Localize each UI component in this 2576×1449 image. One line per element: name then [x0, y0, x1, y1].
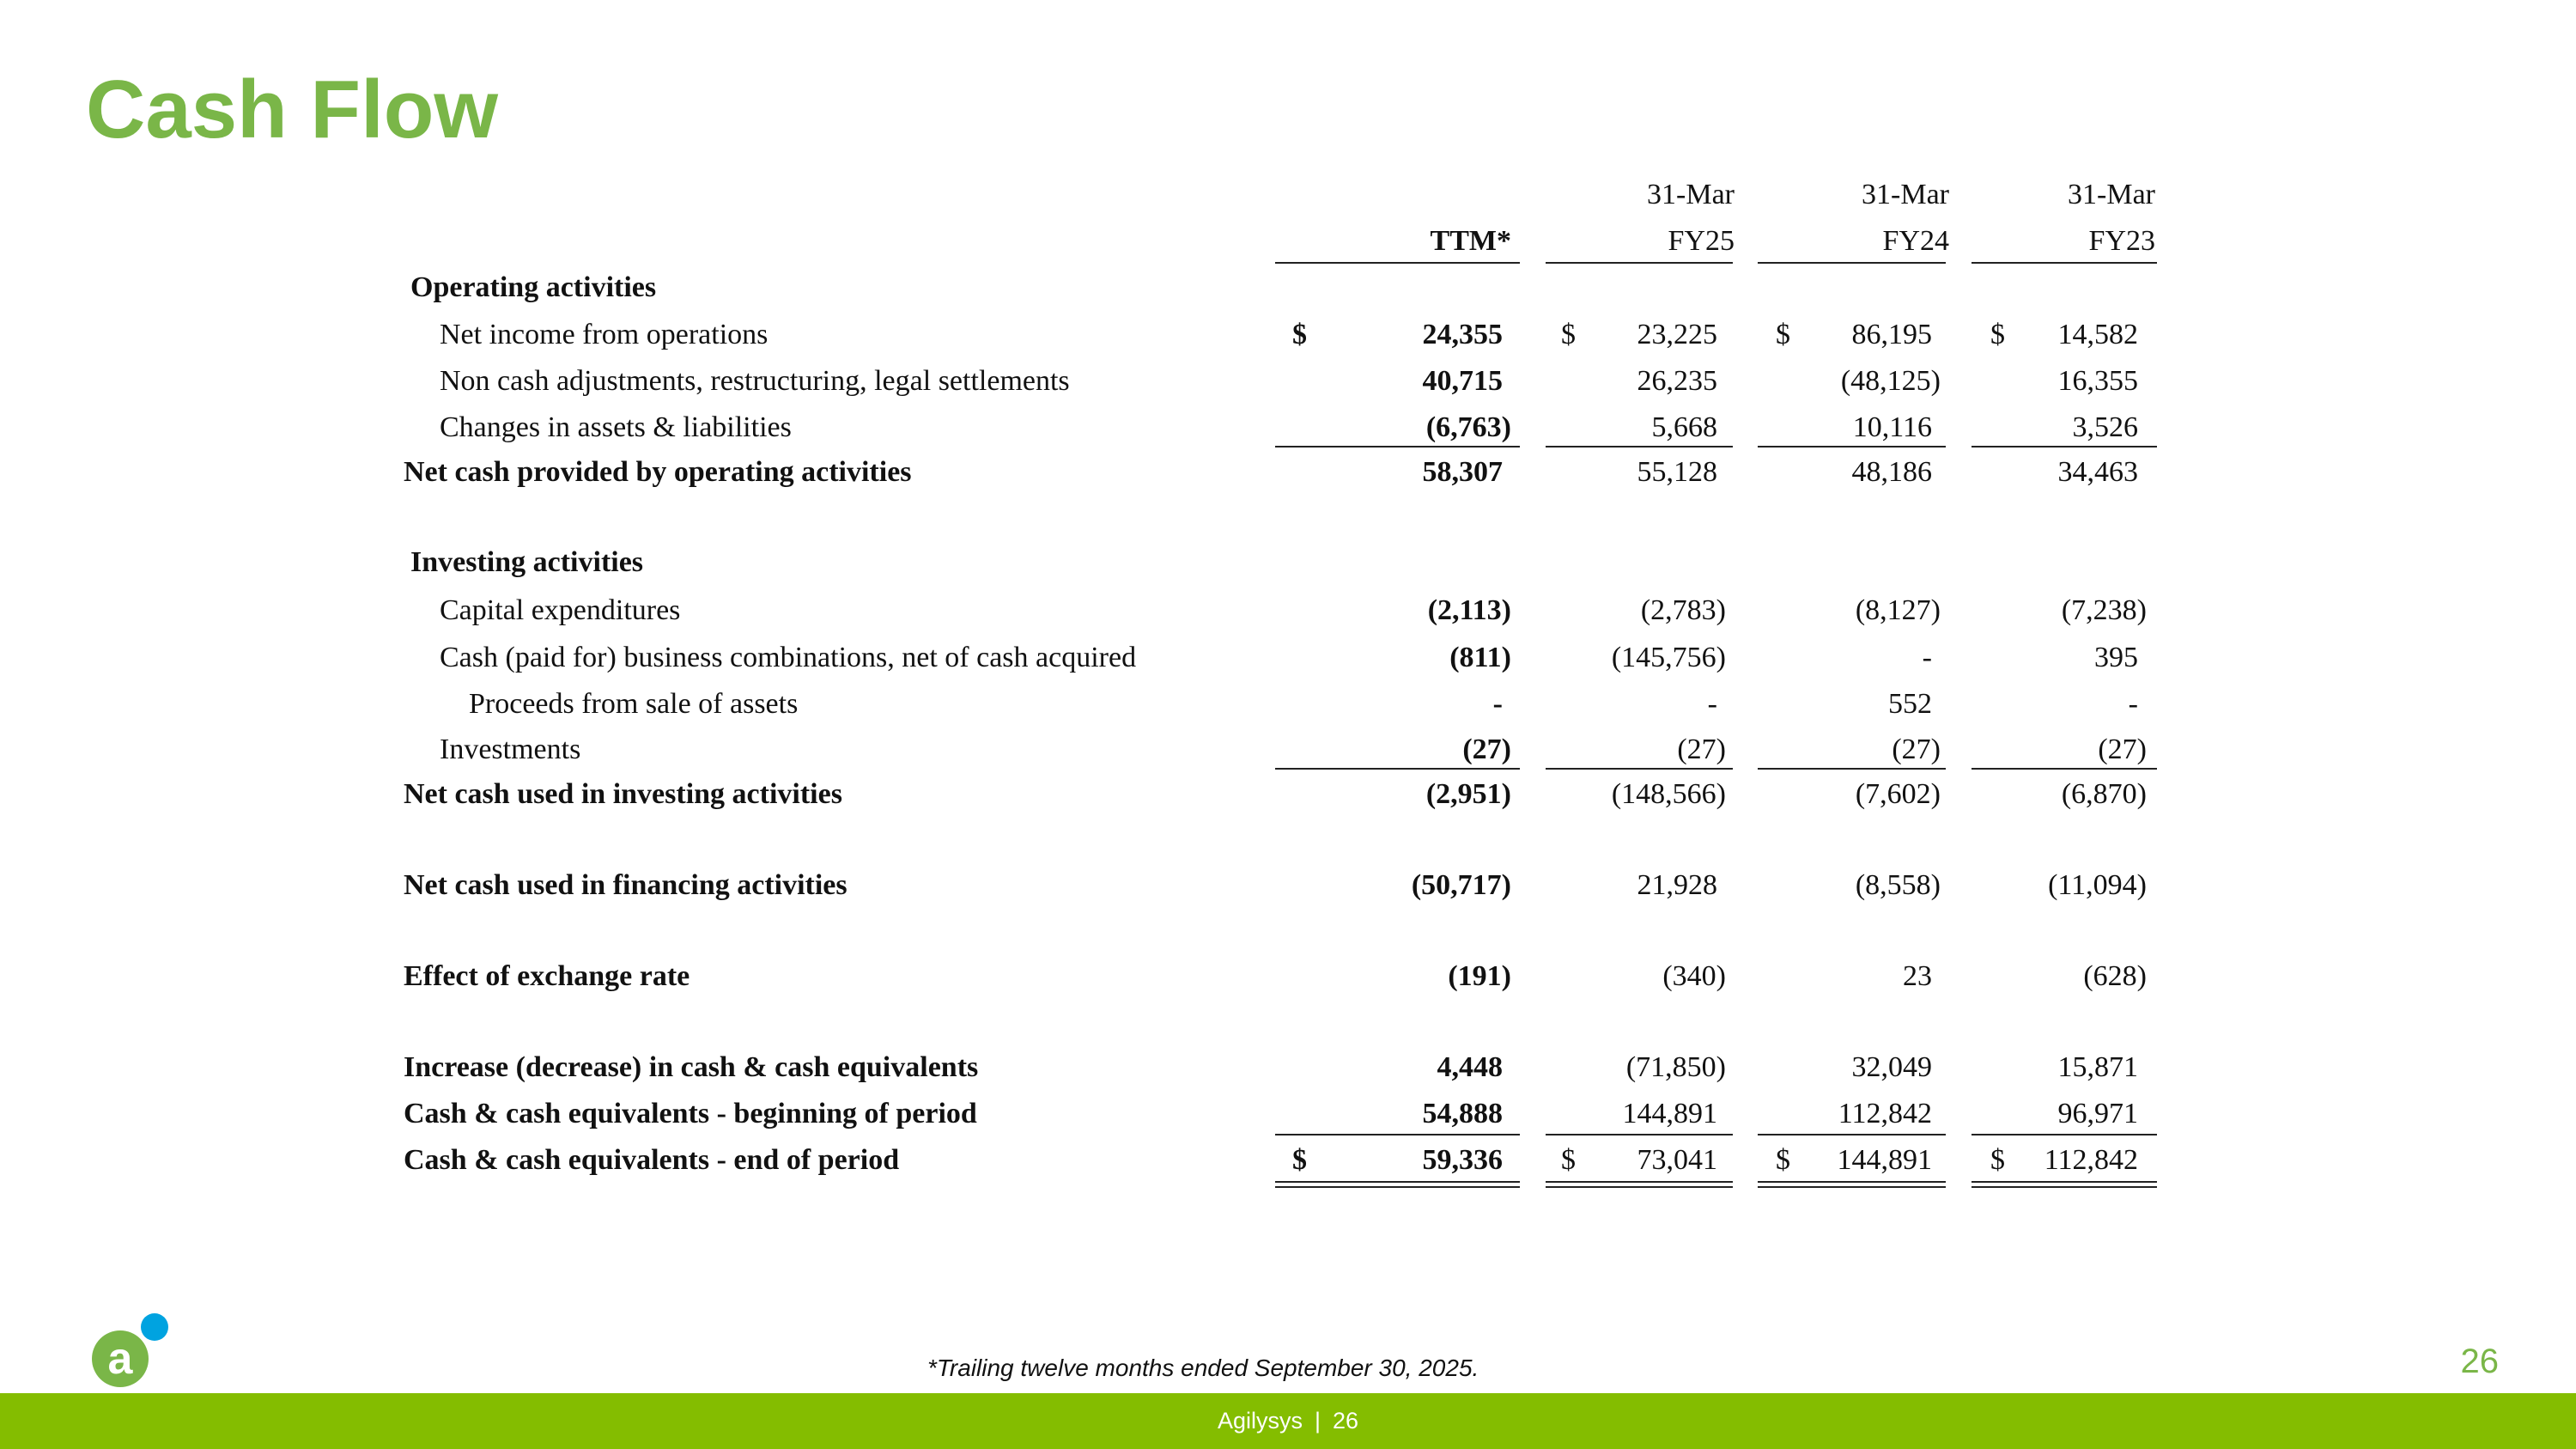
column-header-date: 31-Mar — [1647, 179, 1735, 210]
row-label: Investments — [440, 734, 581, 765]
table-cell: 395 — [2094, 642, 2138, 673]
table-cell: (628) — [2083, 960, 2147, 992]
subtotal-rule — [1275, 1134, 1520, 1135]
double-underline — [1971, 1186, 2157, 1188]
page-number: 26 — [2460, 1342, 2499, 1380]
double-underline — [1758, 1181, 1946, 1183]
double-underline — [1971, 1181, 2157, 1183]
table-cell: (340) — [1662, 960, 1726, 992]
column-header-period: FY25 — [1668, 225, 1735, 257]
row-label: Net cash used in financing activities — [404, 869, 848, 901]
table-cell: - — [1922, 642, 1932, 673]
table-cell: (148,566) — [1611, 778, 1726, 810]
double-underline — [1546, 1186, 1733, 1188]
table-cell: (191) — [1448, 960, 1511, 992]
subtotal-rule — [1758, 446, 1946, 447]
table-cell: (11,094) — [2048, 869, 2147, 901]
table-cell: 34,463 — [2057, 456, 2138, 488]
table-cell: (27) — [1462, 734, 1511, 765]
row-label: Proceeds from sale of assets — [469, 688, 799, 720]
column-header-date: 31-Mar — [1862, 179, 1949, 210]
row-label: Changes in assets & liabilities — [440, 411, 792, 443]
subtotal-rule — [1971, 1134, 2157, 1135]
table-cell: 112,842 — [1838, 1098, 1932, 1129]
row-label: Increase (decrease) in cash & cash equivalents — [404, 1051, 979, 1083]
row-label: Capital expenditures — [440, 594, 681, 626]
column-header-period: FY23 — [2088, 225, 2155, 257]
table-cell: (27) — [2098, 734, 2147, 765]
subtotal-rule — [1758, 1134, 1946, 1135]
table-cell: 16,355 — [2057, 365, 2138, 397]
header-underline — [1971, 262, 2157, 264]
subtotal-rule — [1971, 446, 2157, 447]
currency-symbol: $ — [1776, 319, 1790, 350]
table-cell: 23,225 — [1637, 319, 1717, 350]
table-cell: 14,582 — [2057, 319, 2138, 350]
agilysys-logo-icon — [86, 1312, 172, 1389]
table-cell: 24,355 — [1422, 319, 1503, 350]
table-cell: (145,756) — [1611, 642, 1726, 673]
table-cell: (2,783) — [1640, 594, 1726, 626]
row-label: Cash (paid for) business combinations, net of cash acquired — [440, 642, 1137, 673]
footer-page: 26 — [1333, 1408, 1359, 1434]
table-cell: (2,113) — [1427, 594, 1511, 626]
table-cell: 112,842 — [2044, 1144, 2138, 1176]
footnote: *Trailing twelve months ended September 30, 2025. — [927, 1355, 1479, 1381]
table-cell: 3,526 — [2072, 411, 2138, 443]
row-label: Investing activities — [410, 546, 644, 578]
table-cell: (7,602) — [1855, 778, 1941, 810]
row-label: Cash & cash equivalents - end of period — [404, 1144, 900, 1176]
header-underline — [1758, 262, 1946, 264]
table-cell: (6,870) — [2061, 778, 2147, 810]
currency-symbol: $ — [1292, 1144, 1307, 1176]
subtotal-rule — [1275, 446, 1520, 447]
row-label: Operating activities — [410, 271, 657, 303]
subtotal-rule — [1546, 1134, 1733, 1135]
table-cell: (811) — [1449, 642, 1511, 673]
row-label: Net cash provided by operating activities — [404, 456, 912, 488]
table-cell: (7,238) — [2061, 594, 2147, 626]
double-underline — [1275, 1181, 1520, 1183]
table-cell: 59,336 — [1422, 1144, 1503, 1176]
subtotal-rule — [1971, 768, 2157, 770]
svg-text:a: a — [107, 1334, 133, 1384]
table-cell: (50,717) — [1411, 869, 1511, 901]
footer-separator: | — [1314, 1408, 1321, 1434]
footer-company: Agilysys — [1217, 1408, 1303, 1434]
table-cell: 48,186 — [1851, 456, 1932, 488]
table-cell: 26,235 — [1637, 365, 1717, 397]
table-cell: (48,125) — [1840, 365, 1941, 397]
table-cell: - — [1492, 688, 1503, 720]
row-label: Cash & cash equivalents - beginning of period — [404, 1098, 977, 1129]
subtotal-rule — [1758, 768, 1946, 770]
table-cell: 96,971 — [2057, 1098, 2138, 1129]
table-cell: 32,049 — [1851, 1051, 1932, 1083]
row-label: Net income from operations — [440, 319, 769, 350]
table-cell: (2,951) — [1425, 778, 1511, 810]
column-header-date: 31-Mar — [2068, 179, 2155, 210]
table-cell: 15,871 — [2057, 1051, 2138, 1083]
column-header-period: FY24 — [1882, 225, 1949, 257]
table-cell: 86,195 — [1851, 319, 1932, 350]
table-cell: (8,558) — [1855, 869, 1941, 901]
table-cell: 54,888 — [1422, 1098, 1503, 1129]
currency-symbol: $ — [1292, 319, 1307, 350]
table-cell: - — [2128, 688, 2138, 720]
header-underline — [1275, 262, 1520, 264]
table-cell: 40,715 — [1422, 365, 1503, 397]
header-underline — [1546, 262, 1733, 264]
table-cell: 58,307 — [1422, 456, 1503, 488]
currency-symbol: $ — [1561, 319, 1576, 350]
row-label: Effect of exchange rate — [404, 960, 690, 992]
table-cell: 4,448 — [1437, 1051, 1503, 1083]
table-cell: 5,668 — [1651, 411, 1717, 443]
table-cell: 73,041 — [1637, 1144, 1717, 1176]
page-title: Cash Flow — [86, 64, 499, 155]
currency-symbol: $ — [1776, 1144, 1790, 1176]
table-cell: 552 — [1888, 688, 1932, 720]
currency-symbol: $ — [1561, 1144, 1576, 1176]
currency-symbol: $ — [1990, 1144, 2005, 1176]
table-cell: 144,891 — [1622, 1098, 1717, 1129]
table-cell: (6,763) — [1425, 411, 1511, 443]
column-header-period: TTM* — [1430, 225, 1511, 257]
table-cell: (27) — [1892, 734, 1941, 765]
footer-bar — [0, 1393, 2576, 1449]
table-cell: 23 — [1903, 960, 1932, 992]
double-underline — [1546, 1181, 1733, 1183]
table-cell: 21,928 — [1637, 869, 1717, 901]
table-cell: (27) — [1677, 734, 1726, 765]
table-cell: 10,116 — [1852, 411, 1932, 443]
row-label: Net cash used in investing activities — [404, 778, 842, 810]
table-cell: 144,891 — [1837, 1144, 1932, 1176]
double-underline — [1758, 1186, 1946, 1188]
row-label: Non cash adjustments, restructuring, legal settlements — [440, 365, 1070, 397]
table-cell: 55,128 — [1637, 456, 1717, 488]
subtotal-rule — [1546, 768, 1733, 770]
subtotal-rule — [1546, 446, 1733, 447]
currency-symbol: $ — [1990, 319, 2005, 350]
table-cell: (8,127) — [1855, 594, 1941, 626]
subtotal-rule — [1275, 768, 1520, 770]
table-cell: (71,850) — [1625, 1051, 1726, 1083]
table-cell: - — [1707, 688, 1717, 720]
double-underline — [1275, 1186, 1520, 1188]
